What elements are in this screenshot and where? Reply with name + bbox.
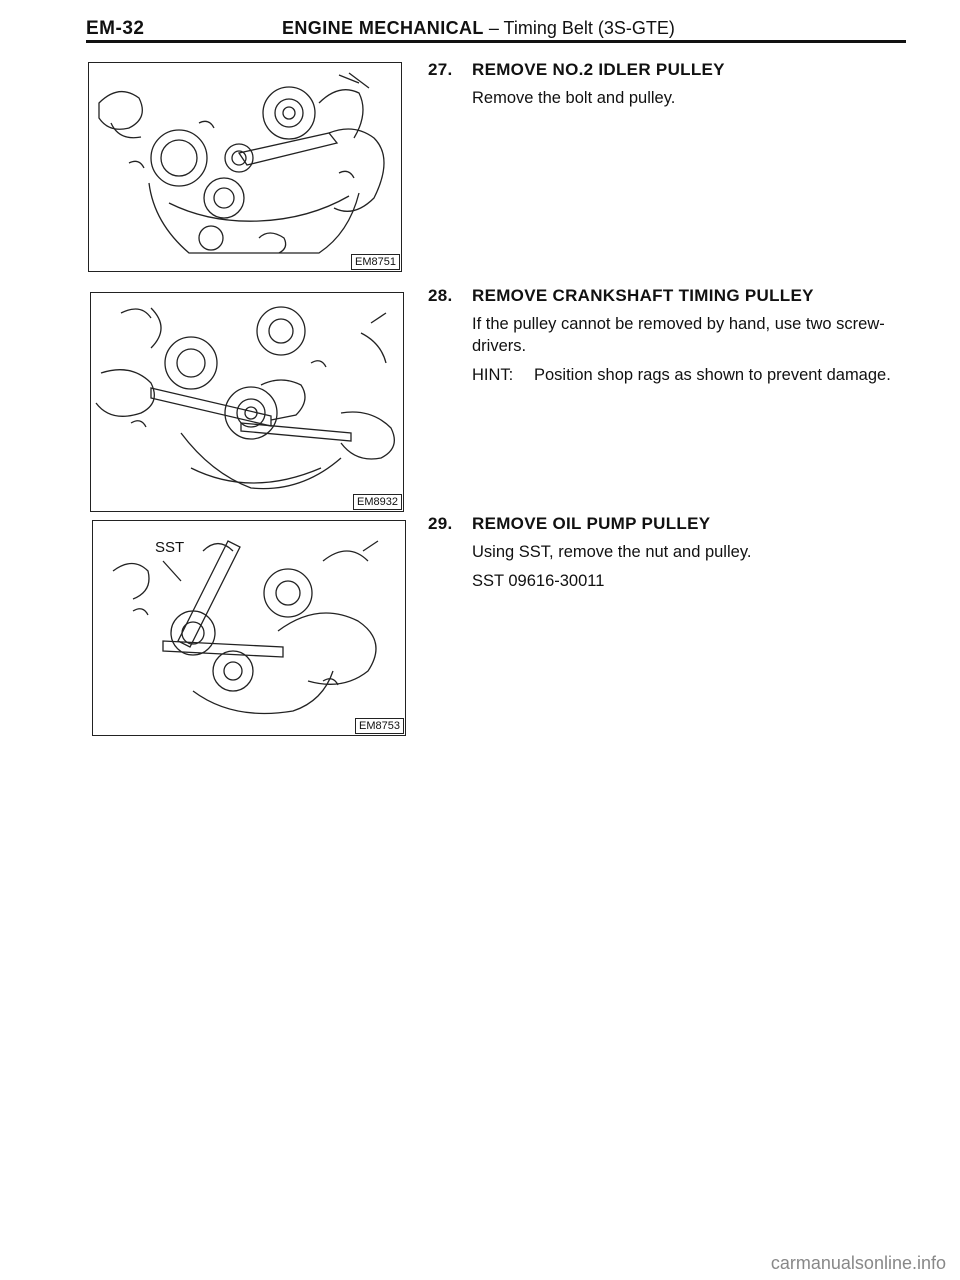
step-28 — [428, 286, 918, 393]
engine-illustration-2 — [91, 293, 403, 511]
step-number: 28. — [428, 286, 453, 305]
step-title: REMOVE CRANKSHAFT TIMING PULLEY — [472, 286, 814, 305]
engine-illustration-3 — [93, 521, 405, 735]
sst-callout: SST — [155, 539, 185, 556]
step-29 — [428, 514, 918, 599]
step-number: 27. — [428, 60, 453, 79]
figure-id: EM8751 — [351, 254, 400, 270]
step-title: REMOVE OIL PUMP PULLEY — [472, 514, 711, 533]
figure-crankshaft-pulley — [90, 292, 404, 512]
step-heading — [428, 514, 918, 534]
step-27 — [428, 60, 918, 116]
page-code: EM-32 — [86, 18, 145, 39]
engine-illustration-1 — [89, 63, 401, 271]
step-body — [472, 87, 918, 109]
sst-number: SST 09616-30011 — [472, 572, 605, 590]
page-header — [86, 18, 906, 40]
hint — [472, 364, 918, 386]
figure-idler-pulley — [88, 62, 402, 272]
figure-id: EM8753 — [355, 718, 404, 734]
step-text: Using SST, remove the nut and pulley. — [472, 543, 752, 561]
section-title-rest: – Timing Belt (3S-GTE) — [483, 18, 675, 38]
hint-text: Position shop rags as shown to prevent damage. — [534, 366, 891, 384]
step-title: REMOVE NO.2 IDLER PULLEY — [472, 60, 725, 79]
step-body — [472, 541, 918, 592]
watermark-text: carmanualsonline.info — [770, 1253, 946, 1273]
step-text: If the pulley cannot be removed by hand, use two screw-drivers. — [472, 315, 885, 355]
section-title-bold: ENGINE MECHANICAL — [282, 18, 484, 38]
step-number: 29. — [428, 514, 453, 533]
step-heading — [428, 286, 918, 306]
step-body — [472, 313, 918, 386]
step-text: Remove the bolt and pulley. — [472, 89, 676, 107]
section-title — [282, 18, 675, 39]
figure-oil-pump-pulley — [92, 520, 406, 736]
header-rule — [86, 40, 906, 43]
hint-label: HINT: — [472, 366, 514, 384]
step-heading — [428, 60, 918, 80]
figure-id: EM8932 — [353, 494, 402, 510]
